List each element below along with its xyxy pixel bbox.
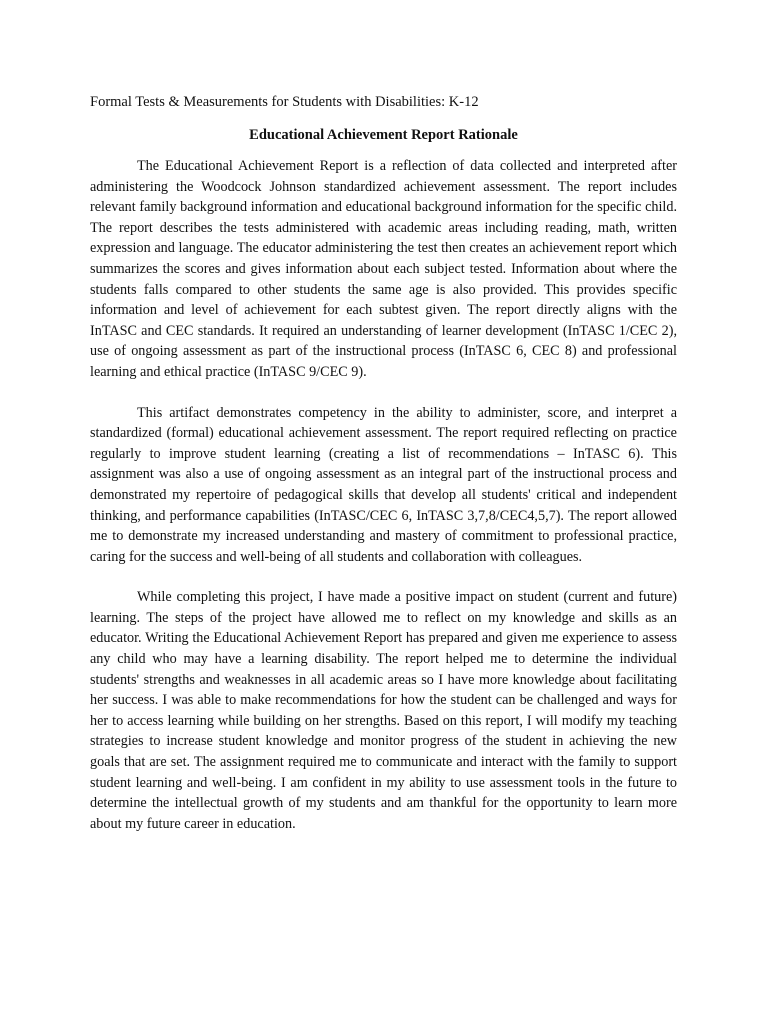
paragraph-2: This artifact demonstrates competency in the ability to administer, score, and interpret a standardized (formal) educational achievement assessment. The report required reflecting on practice regularly to improve student learning (creating a list of recommendations – InTASC 6). This assignment was also a use of ongoing assessment as an integral part of the instructional process and demonstrated my repertoire of pedagogical skills that develop all students' critical and independent thinking, and performance capabilities (InTASC/CEC 6, InTASC 3,7,8/CEC4,5,7). The report allowed me to demonstrate my increased understanding and mastery of commitment to professional practice, caring for the success and well-being of all students and collaboration with colleagues. (90, 404, 677, 565)
document-title: Educational Achievement Report Rationale (249, 127, 518, 143)
document-page (90, 92, 677, 834)
course-line: Formal Tests & Measurements for Students with Disabilities: K-12 (90, 94, 479, 110)
paragraph-3: While completing this project, I have made a positive impact on student (current and future) learning. The steps of the project have allowed me to reflect on my knowledge and skills as an educator. Writing the Educational Achievement Report has prepared and given me experience to assess any child who may have a learning disability. The report helped me to determine the individual students' strengths and weaknesses in all academic areas so I have more knowledge about facilitating her success. I was able to make recommendations for how the student can be challenged and ways for her to access learning while building on her strengths. Based on this report, I will modify my teaching strategies to increase student knowledge and monitor progress of the student in achieving the new goals that are set. The assignment required me to communicate and interact with the family to support student learning and well-being. I am confident in my ability to use assessment tools in the future to determine the intellectual growth of my students and am thankful for the opportunity to learn more about my future career in education. (90, 589, 677, 832)
paragraph-1: The Educational Achievement Report is a reflection of data collected and interpreted after administering the Woodcock Johnson standardized achievement assessment. The report includes relevant family background information and educational background information for the specific child. The report describes the tests administered with academic areas including reading, math, written expression and language. The educator administering the test then creates an achievement report which summarizes the scores and gives information about each subject tested. Information about where the students falls compared to other students the same age is also provided. This provides specific information and level of achievement for each subtest given. The report directly aligns with the InTASC and CEC standards. It required an understanding of learner development (InTASC 1/CEC 2), use of ongoing assessment as part of the instructional process (InTASC 6, CEC 8) and professional learning and ethical practice (InTASC 9/CEC 9). (90, 158, 677, 380)
